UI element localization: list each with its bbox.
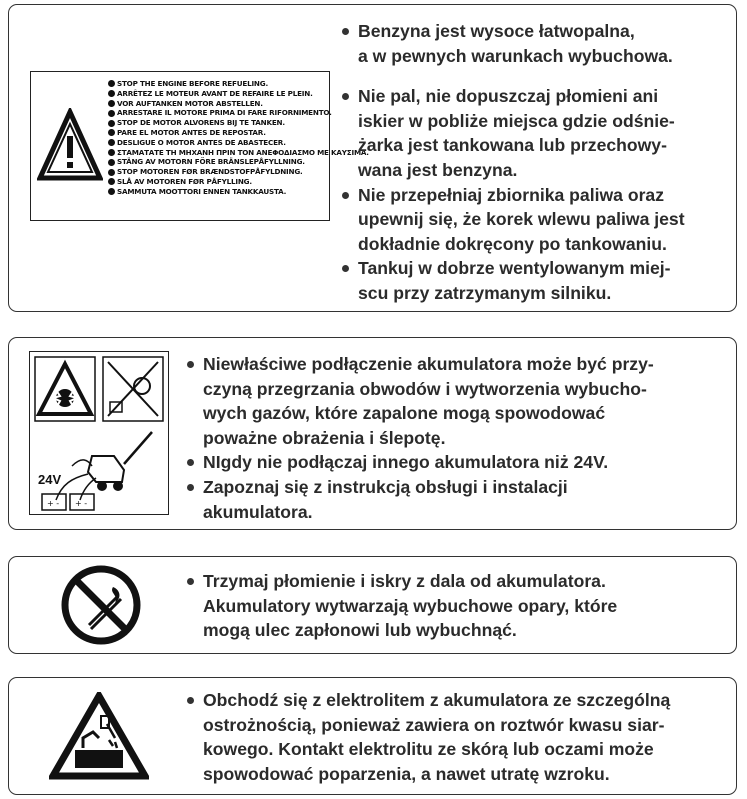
bullet-dot bbox=[342, 192, 349, 199]
fuel-warning-panel bbox=[8, 4, 737, 312]
snowblower-battery-icon bbox=[32, 426, 166, 512]
bullet-item: Tankuj w dobrze wentylowanym miej- scu przy zatrzymanym silniku. bbox=[342, 256, 734, 305]
label-line: ARRÊTEZ LE MOTEUR AVANT DE REFAIRE LE PLEIN. bbox=[108, 89, 369, 99]
refuel-warning-label bbox=[30, 71, 369, 221]
bullet-item: Trzymaj płomienie i iskry z dala od akumulatora. Akumulatory wytwarzają wybuchowe opary, które mogą ulec zapłonowi lub wybuchnąć. bbox=[187, 569, 735, 643]
bullet-item: Nie pal, nie dopuszczaj płomieni ani iskier w pobliże miejsca gdzie odśnie- żarka jest tankowana lub przechowy- wana jest benzyna. bbox=[342, 84, 734, 182]
fuel-bullet-list bbox=[342, 19, 734, 306]
label-line: PARE EL MOTOR ANTES DE REPOSTAR. bbox=[108, 128, 369, 138]
bullet-item: Obchodź się z elektrolitem z akumulatora ze szczególną ostrożnością, ponieważ zawiera on roztwór kwasu siar- kowego. Kontakt elektrolitu ze skórą lub oczami może spowodować poparzenia, a nawet utratę wzroku. bbox=[187, 688, 735, 786]
electrolyte-bullet-list bbox=[187, 688, 735, 786]
label-line: ΣΤΑΜΑΤΑΤΕ ΤΗ ΜΗΧΑΝΗ ΠΡΙΝ ΤΟΝ ΑΝΕΦΟΔΙΑΣΜΟ ΜΕ ΚΑΥΣΙΜΑ. bbox=[108, 148, 369, 158]
svg-text:+ -: + - bbox=[75, 499, 88, 508]
voltage-label: 24V bbox=[38, 472, 62, 487]
battery-pictogram-label bbox=[29, 351, 169, 515]
bullet-dot bbox=[342, 265, 349, 272]
battery-connection-panel bbox=[8, 337, 737, 530]
corrosive-hazard-icon bbox=[49, 692, 149, 780]
electrolyte-panel bbox=[8, 677, 737, 795]
warning-triangle-icon bbox=[37, 108, 103, 184]
label-line: ARRESTARE IL MOTORE PRIMA DI FARE RIFORNIMENTO. bbox=[108, 108, 369, 118]
no-flame-snowblower-icon bbox=[102, 356, 164, 422]
label-line: STOP THE ENGINE BEFORE REFUELING. bbox=[108, 79, 369, 89]
bullet-item: Niewłaściwe podłączenie akumulatora może być przy- czyną przegrzania obwodów i wytworzenia wybucho- wych gazów, które zapalone mogą spowodować poważne obrażenia i ślepotę. bbox=[187, 352, 735, 450]
bullet-dot bbox=[187, 361, 194, 368]
explosion-warning-icon bbox=[34, 356, 96, 422]
bullet-dot bbox=[342, 93, 349, 100]
label-line: DESLIGUE O MOTOR ANTES DE ABASTECER. bbox=[108, 138, 369, 148]
label-text-block bbox=[108, 79, 369, 197]
bullet-item: NIgdy nie podłączaj innego akumulatora niż 24V. bbox=[187, 450, 735, 475]
svg-text:+ -: + - bbox=[47, 499, 60, 508]
label-line: SAMMUTA MOOTTORI ENNEN TANKKAUSTA. bbox=[108, 187, 369, 197]
bullet-dot bbox=[187, 484, 194, 491]
battery-connection-bullet-list bbox=[187, 352, 735, 524]
no-flames-panel bbox=[8, 556, 737, 654]
bullet-dot bbox=[187, 459, 194, 466]
bullet-item: Nie przepełniaj zbiornika paliwa oraz upewnij się, że korek wlewu paliwa jest dokładnie dokręcony po tankowaniu. bbox=[342, 183, 734, 257]
label-line: STOP DE MOTOR ALVORENS BIJ TE TANKEN. bbox=[108, 118, 369, 128]
bullet-item: Benzyna jest wysoce łatwopalna, a w pewnych warunkach wybuchowa. bbox=[342, 19, 734, 68]
bullet-dot bbox=[187, 578, 194, 585]
no-fire-icon bbox=[59, 563, 143, 647]
bullet-dot bbox=[342, 28, 349, 35]
no-flames-bullet-list bbox=[187, 569, 735, 643]
label-line: STOP MOTOREN FØR BRÆNDSTOFPÅFYLDNING. bbox=[108, 167, 369, 177]
label-line: SLÅ AV MOTOREN FØR PÅFYLLING. bbox=[108, 177, 369, 187]
bullet-item: Zapoznaj się z instrukcją obsługi i instalacji akumulatora. bbox=[187, 475, 735, 524]
bullet-dot bbox=[187, 697, 194, 704]
label-line: VOR AUFTANKEN MOTOR ABSTELLEN. bbox=[108, 99, 369, 109]
label-line: STÄNG AV MOTORN FÖRE BRÄNSLEPÅFYLLNING. bbox=[108, 157, 369, 167]
